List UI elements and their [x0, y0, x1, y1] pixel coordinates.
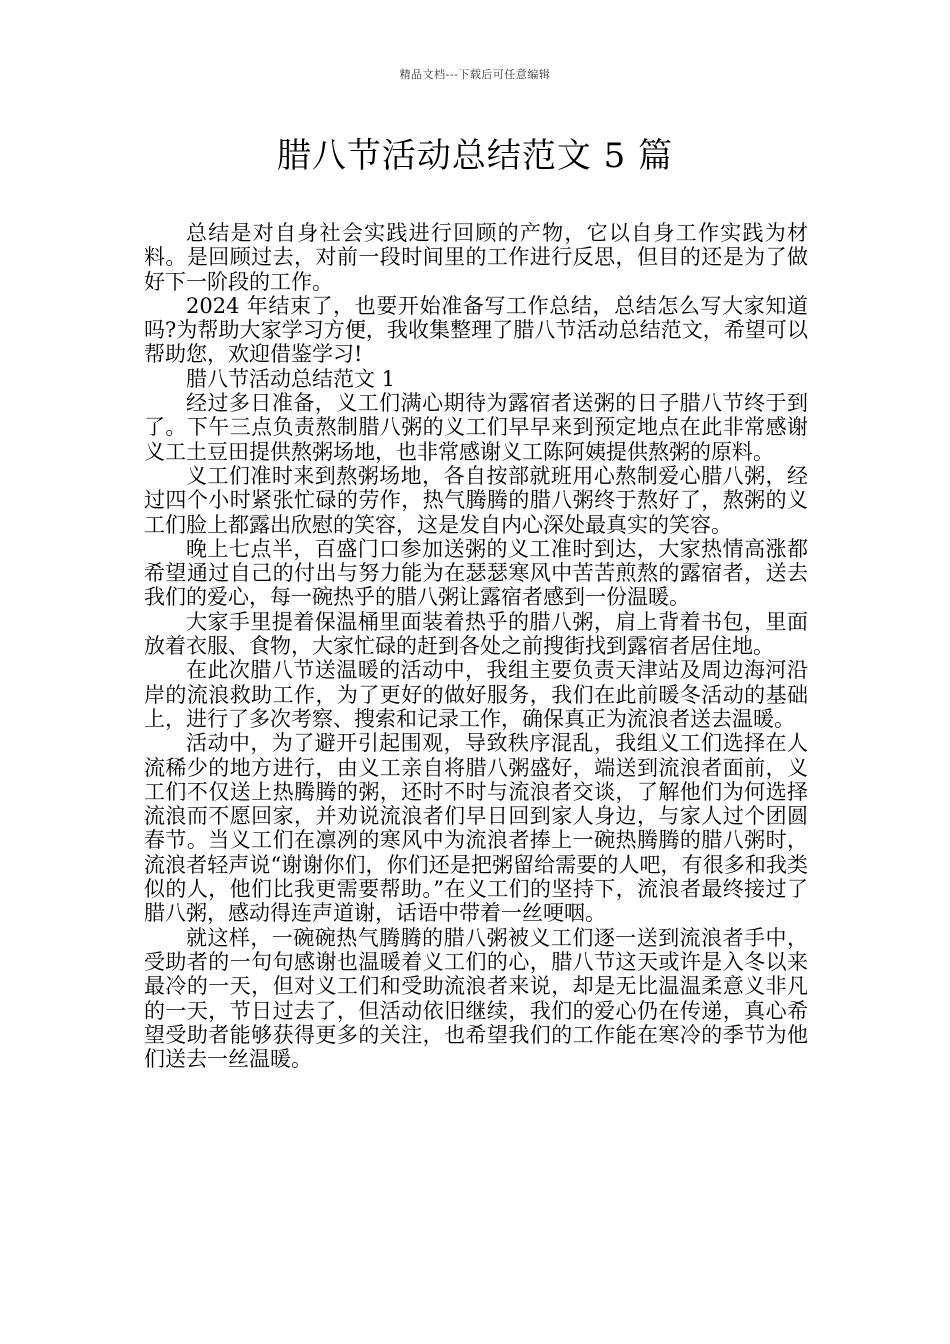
document-body [144, 221, 808, 1071]
section-heading: 腊八节活动总结范文 1 [186, 366, 396, 391]
paragraph: 2024 年结束了，也要开始准备写工作总结，总结怎么写大家知道吗?为帮助大家学习方便，我收集整理了腊八节活动总结范文，希望可以帮助您，欢迎借鉴学习! [144, 293, 808, 367]
paragraph: 大家手里提着保温桶里面装着热乎的腊八粥，肩上背着书包，里面放着衣服、食物，大家忙碌的赶到各处之前搜街找到露宿者居住地。 [144, 609, 808, 659]
paragraph: 义工们准时来到熬粥场地，各自按部就班用心熬制爱心腊八粥，经过四个小时紧张忙碌的劳作，热气腾腾的腊八粥终于熬好了，熬粥的义工们脸上都露出欣慰的笑容，这是发自内心深处最真实的笑容。 [144, 463, 808, 537]
paragraph: 经过多日准备，义工们满心期待为露宿者送粥的日子腊八节终于到了。下午三点负责熬制腊八粥的义工们早早来到预定地点在此非常感谢义工土豆田提供熬粥场地，也非常感谢义工陈阿姨提供熬粥的原料。 [144, 391, 808, 464]
paragraph: 晚上七点半，百盛门口参加送粥的义工准时到达，大家热情高涨都希望通过自己的付出与努力能为在瑟瑟寒风中苦苦煎熬的露宿者，送去我们的爱心，每一碗热乎的腊八粥让露宿者感到一份温暖。 [144, 536, 808, 610]
document-title: 腊八节活动总结范文 5 篇 [276, 136, 674, 176]
paragraph: 活动中，为了避开引起围观，导致秩序混乱，我组义工们选择在人流稀少的地方进行，由义工亲自将腊八粥盛好，端送到流浪者面前，义工们不仅送上热腾腾的粥，还时不时与流浪者交谈，了解他们为何选择流浪而不愿回家，并劝说流浪者们早日回到家人身边，与家人过个团圆春节。当义工们在凛冽的寒风中为流浪者捧上一碗热腾腾的腊八粥时，流浪者轻声说“谢谢你们，你们还是把粥留给需要的人吧，有很多和我类似的人，他们比我更需要帮助。”在义工们的坚持下，流浪者最终接过了腊八粥，感动得连声道谢，话语中带着一丝哽咽。 [144, 731, 808, 926]
paragraph: 就这样，一碗碗热气腾腾的腊八粥被义工们逐一送到流浪者手中，受助者的一句句感谢也温暖着义工们的心，腊八节这天或许是入冬以来最冷的一天，但对义工们和受助流浪者来说，却是无比温温柔意义非凡的一天，节日过去了，但活动依旧继续，我们的爱心仍在传递，真心希望受助者能够获得更多的关注，也希望我们的工作能在寒冷的季节为他们送去一丝温暖。 [144, 925, 808, 1072]
paragraph: 总结是对自身社会实践进行回顾的产物，它以自身工作实践为材料。是回顾过去，对前一段时间里的工作进行反思，但目的还是为了做好下一阶段的工作。 [144, 221, 808, 294]
paragraph: 在此次腊八节送温暖的活动中，我组主要负责天津站及周边海河沿岸的流浪救助工作，为了更好的做好服务，我们在此前暖冬活动的基础上，进行了多次考察、搜索和记录工作，确保真正为流浪者送去温暖。 [144, 658, 808, 731]
header-note: 精品文档---下载后可任意编辑 [399, 68, 551, 81]
